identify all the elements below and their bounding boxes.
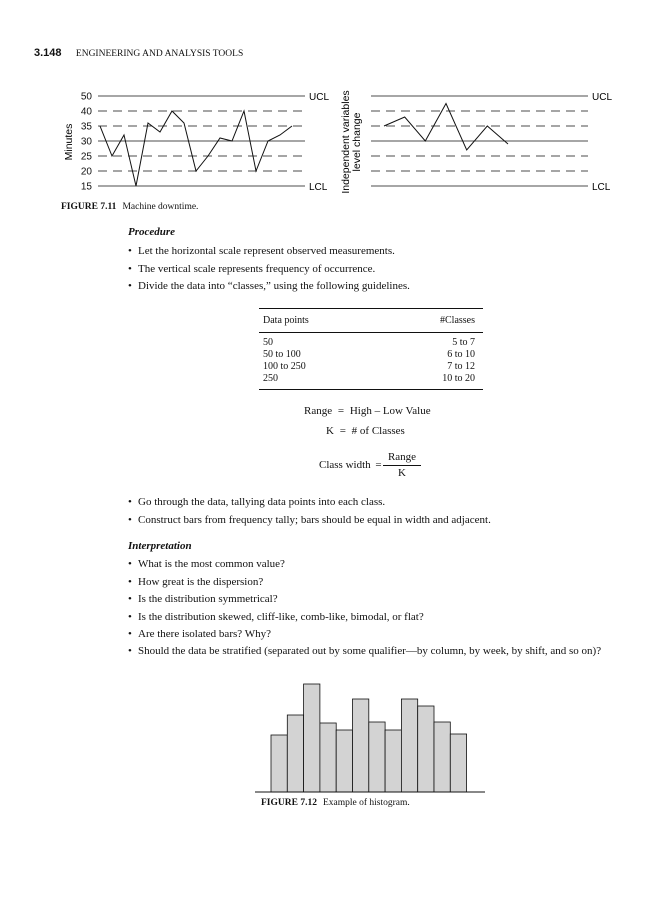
figure-7-11-caption — [61, 202, 198, 212]
equation-lhs: Class width — [319, 459, 371, 471]
y-tick-label: 30 — [80, 136, 92, 148]
equation-lhs: Range — [304, 405, 333, 417]
running-title: ENGINEERING AND ANALYSIS TOOLS — [75, 49, 244, 59]
classes-table — [259, 308, 483, 390]
list-item: • Is the distribution symmetrical? — [128, 591, 618, 609]
right-chart-ylabel-line1: Independent variables — [340, 90, 352, 194]
k-equation — [326, 425, 405, 437]
table-cell: 10 to 20 — [442, 373, 475, 384]
left-control-chart — [63, 92, 329, 194]
figure-7-12-caption-text: Example of histogram. — [322, 798, 410, 808]
histogram-bar — [287, 715, 303, 792]
histogram-bar — [304, 684, 320, 792]
right-lcl-label: LCL — [592, 182, 611, 193]
left-ucl-label: UCL — [309, 92, 330, 103]
histogram-bar — [385, 730, 401, 792]
equals-sign: = — [339, 425, 346, 437]
class-width-lhs — [319, 459, 382, 471]
histogram-bar — [336, 730, 352, 792]
equals-sign: = — [375, 459, 382, 471]
table-row — [259, 333, 483, 350]
y-tick-label: 40 — [80, 106, 92, 118]
right-control-chart — [340, 90, 612, 193]
table-cell: 6 to 10 — [447, 349, 475, 360]
table-row — [259, 373, 483, 390]
histogram-bar — [434, 722, 450, 792]
list-item: • Construct bars from frequency tally; bars should be equal in width and adjacent. — [128, 512, 628, 530]
y-tick-label: 25 — [80, 151, 92, 163]
list-item: • Is the distribution skewed, cliff-like, comb-like, bimodal, or flat? — [128, 609, 618, 627]
right-chart-ylabel-line2: level change — [351, 112, 363, 172]
histogram-bar — [401, 699, 417, 792]
list-item: • Divide the data into “classes,” using the following guidelines. — [128, 278, 628, 296]
list-item: • Should the data be stratified (separated out by some qualifier—by column, by week, by shift, and so on)? — [128, 644, 618, 658]
procedure-list — [128, 243, 628, 296]
class-width-fraction — [383, 451, 421, 480]
left-chart-ylabel: Minutes — [63, 123, 75, 161]
list-item: • The vertical scale represents frequency of occurrence. — [128, 261, 628, 279]
left-lcl-label: LCL — [309, 182, 328, 193]
table-row — [259, 349, 483, 361]
list-item: • Let the horizontal scale represent observed measurements. — [128, 243, 628, 261]
histogram-bar — [450, 734, 466, 792]
interpretation-list — [128, 556, 618, 658]
procedure-heading: Procedure — [128, 226, 176, 238]
column-header: #Classes — [440, 315, 475, 326]
histogram-bar — [418, 706, 434, 792]
table-cell: 50 — [263, 337, 273, 348]
list-item: • Go through the data, tallying data points into each class. — [128, 494, 628, 512]
y-tick-label: 20 — [80, 166, 92, 178]
interpretation-heading: Interpretation — [128, 540, 192, 552]
table-row — [259, 361, 483, 373]
equation-rhs: High – Low Value — [349, 405, 431, 417]
fraction-denominator: K — [398, 467, 406, 479]
table-header-row — [259, 309, 483, 333]
y-tick-label: 35 — [80, 121, 92, 133]
histogram-bar — [271, 735, 287, 792]
table-cell: 7 to 12 — [447, 361, 475, 372]
equation-lhs: K — [326, 425, 334, 437]
figure-7-11-label: FIGURE 7.11 — [61, 202, 117, 212]
right-ucl-label: UCL — [592, 92, 613, 103]
list-item: • Are there isolated bars? Why? — [128, 626, 618, 644]
left-chart-series-line — [100, 111, 292, 186]
y-tick-label: 50 — [80, 91, 92, 103]
histogram-bar — [320, 723, 336, 792]
fraction-bar — [383, 465, 421, 466]
right-chart-series-line — [384, 104, 508, 151]
range-equation — [304, 405, 431, 417]
page-number: 3.148 — [34, 47, 62, 59]
histogram-bar — [369, 722, 385, 792]
equation-rhs: # of Classes — [351, 425, 405, 437]
figure-7-11-charts — [0, 80, 662, 200]
figure-7-12-histogram — [255, 676, 485, 796]
running-header — [34, 47, 243, 59]
equals-sign: = — [337, 405, 345, 417]
table-cell: 50 to 100 — [263, 349, 301, 360]
table-cell: 250 — [263, 373, 278, 384]
table-cell: 100 to 250 — [263, 361, 306, 372]
table-cell: 5 to 7 — [452, 337, 475, 348]
fraction-numerator: Range — [387, 451, 417, 463]
figure-7-11-caption-text: Machine downtime. — [122, 202, 199, 212]
figure-7-12-caption — [261, 798, 410, 808]
list-item: • What is the most common value? — [128, 556, 618, 574]
y-tick-label: 15 — [80, 181, 92, 193]
steps-list — [128, 494, 628, 529]
figure-7-12-label: FIGURE 7.12 — [261, 798, 317, 808]
histogram-bar — [353, 699, 369, 792]
list-item: • How great is the dispersion? — [128, 574, 618, 592]
column-header: Data points — [263, 315, 309, 326]
